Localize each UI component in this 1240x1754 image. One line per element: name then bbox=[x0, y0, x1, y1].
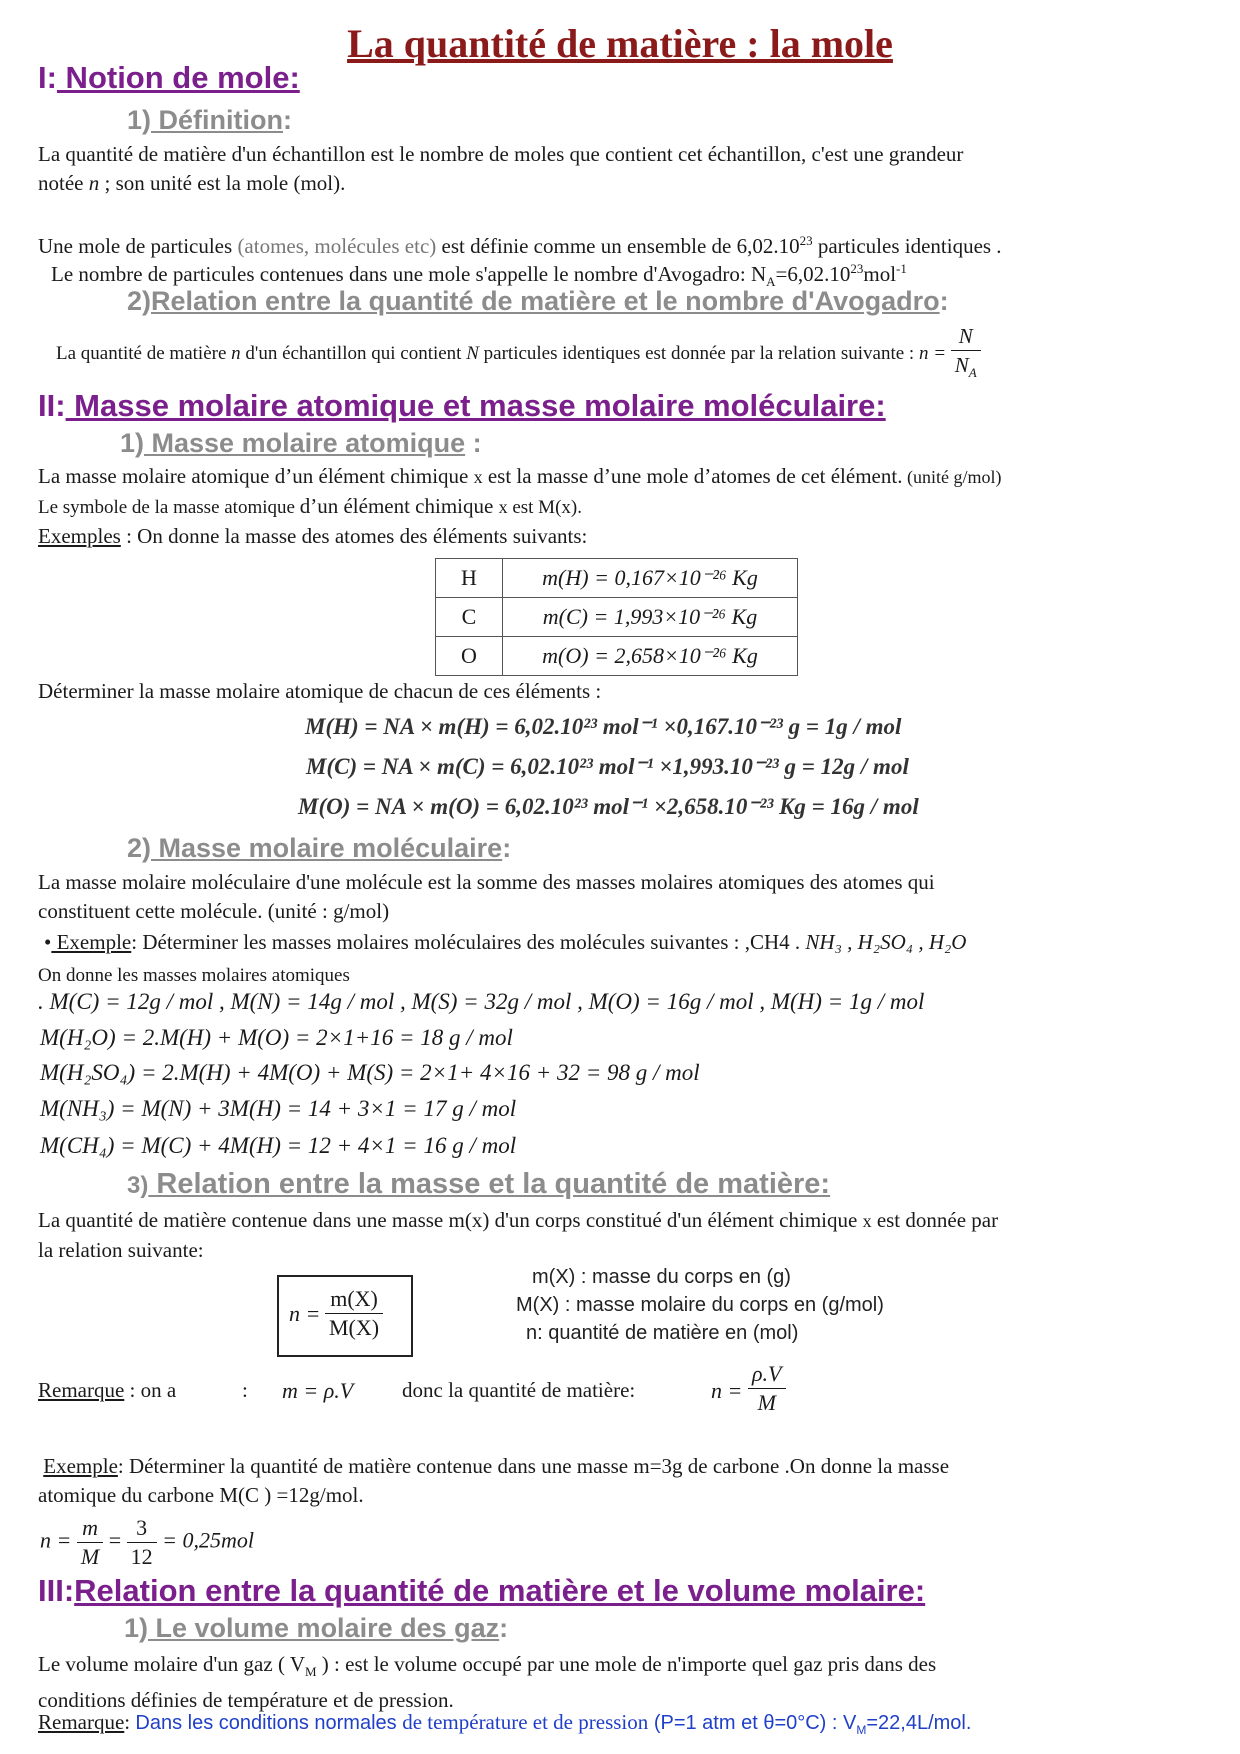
table-row: H m(H) = 0,167×10⁻²⁶ Kg bbox=[436, 559, 798, 598]
subsection-3-1-heading: 1) Le volume molaire des gaz: bbox=[124, 1613, 509, 1643]
subsection-1-1-heading: 1) Définition: bbox=[127, 105, 292, 135]
section-2-heading: II: Masse molaire atomique et masse molaire moléculaire: bbox=[38, 388, 886, 423]
molar-volume-definition: Le volume molaire d'un gaz ( $V_M$ ) : est le volume occupé par une mole de n'importe quel gaz pris dans des conditions définies de température et de pression. bbox=[38, 1652, 937, 1713]
subsection-1-2-heading: 2)Relation entre la quantité de matière et le nombre d'Avogadro: bbox=[127, 286, 949, 316]
calc-h2o: M(H₂O) = 2.M(H) + M(O) = 2×1+16 = 18 g / mol bbox=[40, 1025, 513, 1050]
section-3-heading: III:Relation entre la quantité de matière et le volume molaire: bbox=[38, 1573, 926, 1608]
subsection-2-3-heading: 3) Relation entre la masse et la quantité de matière: bbox=[127, 1168, 831, 1200]
section-1-heading bbox=[38, 60, 300, 96]
molecular-molar-mass-definition: La masse molaire moléculaire d'une molécule est la somme des masses molaires atomiques des atomes qui constituent cette molécule. (unité : g/mol) bbox=[38, 870, 935, 923]
section-1-number: I: bbox=[38, 60, 57, 95]
example-3-paragraph: Exemple: Déterminer la quantité de matière contenue dans une masse m=3g de carbone .On donne la masse atomique du carbone M(C ) =12g/mol. bbox=[38, 1454, 950, 1507]
mass-formula-box: n = $\frac{m(X)}{M(X)}$ bbox=[277, 1275, 413, 1357]
avogadro-number: Le nombre de particules contenues dans une mole s'appelle le nombre d'Avogadro: $N_A=6,02.10^{23}mol^{-1}$ bbox=[51, 261, 907, 290]
avogadro-relation: La quantité de matière n d'un échantillon qui contient N particules identiques est donnée par la relation suivante : n = $\frac{N}{N_A}$ bbox=[56, 322, 981, 387]
calc-nh3: M(NH₃) = M(N) + 3M(H) = 14 + 3×1 = 17 g / mol bbox=[40, 1096, 517, 1121]
subsection-2-1-heading: 1) Masse molaire atomique : bbox=[120, 428, 482, 458]
given-masses-label: On donne les masses molaires atomiques bbox=[38, 965, 350, 986]
determine-instruction: Déterminer la masse molaire atomique de chacun de ces éléments : bbox=[38, 679, 602, 703]
subsection-2-2-heading: 2) Masse molaire moléculaire: bbox=[127, 833, 512, 863]
n-over-na-fraction: $\frac{N}{N_A}$ bbox=[951, 322, 981, 387]
density-fraction: $\frac{\rho.V}{M}$ bbox=[748, 1360, 786, 1417]
remark-density: Remarque : on a bbox=[38, 1378, 177, 1402]
page-title: La quantité de matière : la mole bbox=[347, 21, 893, 66]
legend-molar-mass: M(X) : masse molaire du corps en (g/mol) bbox=[516, 1294, 884, 1316]
table-row: O m(O) = 2,658×10⁻²⁶ Kg bbox=[436, 637, 798, 676]
carbon-calc: n = $\frac{m}{M}$ = $\frac{3}{12}$ = 0,25mol bbox=[40, 1515, 254, 1569]
calc-carbon: M(C) = NA × m(C) = 6,02.10²³ mol⁻¹ ×1,993.10⁻²³ g = 12g / mol bbox=[306, 754, 909, 779]
document-page: La quantité de matière : la mole I: Notion de mole: 1) Définition: La quantité de matière d'un échantillon est le nombre de moles que contient cet échantillon, c'est une grandeur notée n ; son unité est la mole (mol). Une mole de particules (atomes, molécules etc) est définie comme un ensemble de 6,02.10$^{23}$ particules identiques . Le nombre de particules contenues dans une mole s'appelle le nombre d'Avogadro: $N_A=6,02.10^{23}mol^{-1}$ 2)Relation entre la quantité de matière et le nombre d'Avogadro: La quantité de matière n d'un échantillon qui contient N particules identiques est donnée par la relation suivante : n = $\frac{N}{N_A}$ II: Masse molaire atomique et masse molaire moléculaire: 1) Masse molaire atomique : La masse molaire atomique d’un élément chimique x est la masse d’une mole d’atomes de cet élément. (unité g/mol) Le symbole de la masse atomique d’un élément chimique x est M(x). Exemples : On donne la masse des atomes des éléments suivants: H m(H) = 0,167×10⁻²⁶ Kg C m(C) = 1,993×10⁻²⁶ Kg O m(O) = 2,658×10⁻²⁶ Kg Déterminer la masse molaire atomique de chacun de ces éléments : M(H) = NA × m(H) = 6,02.10²³ mol⁻¹ ×0,167.10⁻²³ g = 1g / mol M(C) = NA × m(C) = 6,02.10²³ mol⁻¹ ×1,993.10⁻²³ g = 12g / mol M(O) = NA × m(O) = 6,02.10²³ mol⁻¹ ×2,658.10⁻²³ Kg = 16g / mol 2) Masse molaire moléculaire: La masse molaire moléculaire d'une molécule est la somme des masses molaires atomiques des atomes qui constituent cette molécule. (unité : g/mol) • Exemple: Déterminer les masses molaires moléculaires des molécules suivantes : ,CH4 . NH₃ , H₂SO₄ , H₂O On donne les masses molaires atomiques . M(C) = 12g / mol , M(N) = 14g / mol , M(S) = 32g / mol , M(O) = 16g / mol , M(H) = 1g / mol M(H₂O) = 2.M(H) + M(O) = 2×1+16 = 18 g / mol M(H₂SO₄) = 2.M(H) + 4M(O) + M(S) = 2×1+ 4×16 + 32 = 98 g / mol M(NH₃) = M(N) + 3M(H) = 14 + 3×1 = 17 g / mol M(CH₄) = M(C) + 4M(H) = 12 + 4×1 = 16 g / mol 3) Relation entre la masse et la quantité de matière: La quantité de matière contenue dans une masse m(x) d'un corps constitué d'un élément chimique x est donnée par la relation suivante: n = $\frac{m(X)}{M(X)}$ m(X) : masse du corps en (g) M(X) : masse molaire du corps en (g/mol) n: quantité de matière en (mol) Remarque : on a : m = ρ.V donc la quantité de matière: n = $\frac{\rho.V}{M}$ Exemple: Déterminer la quantité de matière contenue dans une masse m=3g de carbone .On donne la masse atomique du carbone M(C ) =12g/mol. n = $\frac{m}{M}$ = $\frac{3}{12}$ = 0,25mol III:Relation entre la quantité de matière et le volume molaire: 1) Le volume molaire des gaz: Le volume molaire d'un gaz ( $V_M$ ) : est le volume occupé par une mole de n'importe quel gaz pris dans des conditions définies de température et de pression. Remarque: Dans les conditions normales de température et de pression (P=1 atm et θ=0°C) : $V_M=22,4L$/mol. bbox=[0, 0, 1240, 1754]
atomic-molar-mass-definition: La masse molaire atomique d’un élément chimique x est la masse d’une mole d’atomes de cet élément. (unité g/mol) Le symbole de la masse atomique d’un élément chimique x est M(x). Exemples : On donne la masse des atomes des éléments suivants: bbox=[38, 464, 1002, 548]
mole-definition: Une mole de particules (atomes, molécules etc) est définie comme un ensemble de 6,02.10$^{23}$ particules identiques . bbox=[38, 233, 1002, 258]
mass-relation-paragraph: La quantité de matière contenue dans une masse m(x) d'un corps constitué d'un élément chimique x est donnée par la relation suivante: bbox=[38, 1208, 999, 1262]
legend-quantity: n: quantité de matière en (mol) bbox=[526, 1322, 799, 1344]
definition-paragraph: La quantité de matière d'un échantillon est le nombre de moles que contient cet échantillon, c'est une grandeur notée n ; son unité est la mole (mol). bbox=[38, 142, 964, 195]
calc-oxygen: M(O) = NA × m(O) = 6,02.10²³ mol⁻¹ ×2,658.10⁻²³ Kg = 16g / mol bbox=[298, 794, 919, 819]
atomic-mass-table bbox=[435, 558, 798, 676]
given-masses-values: . M(C) = 12g / mol , M(N) = 14g / mol , M(S) = 32g / mol , M(O) = 16g / mol , M(H) = 1g / mol bbox=[38, 989, 925, 1014]
table-row: C m(C) = 1,993×10⁻²⁶ Kg bbox=[436, 598, 798, 637]
calc-ch4: M(CH₄) = M(C) + 4M(H) = 12 + 4×1 = 16 g / mol bbox=[40, 1133, 517, 1158]
calc-h2so4: M(H₂SO₄) = 2.M(H) + 4M(O) + M(S) = 2×1+ 4×16 + 32 = 98 g / mol bbox=[40, 1060, 700, 1085]
section-1-title: Notion de mole: bbox=[56, 60, 300, 95]
density-equation: m = ρ.V bbox=[282, 1378, 354, 1403]
calc-hydrogen: M(H) = NA × m(H) = 6,02.10²³ mol⁻¹ ×0,167.10⁻²³ g = 1g / mol bbox=[305, 714, 902, 739]
mass-formula-fraction: $\frac{m(X)}{M(X)}$ bbox=[325, 1285, 383, 1342]
remark-normal-conditions: Remarque: Dans les conditions normales de température et de pression (P=1 atm et θ=0°C) : $V_M=22,4L$/mol. bbox=[38, 1710, 972, 1738]
example-2-line: • Exemple: Déterminer les masses molaires moléculaires des molécules suivantes : ,CH4 . NH₃ , H₂SO₄ , H₂O bbox=[44, 930, 967, 954]
legend-mass: m(X) : masse du corps en (g) bbox=[532, 1266, 791, 1288]
